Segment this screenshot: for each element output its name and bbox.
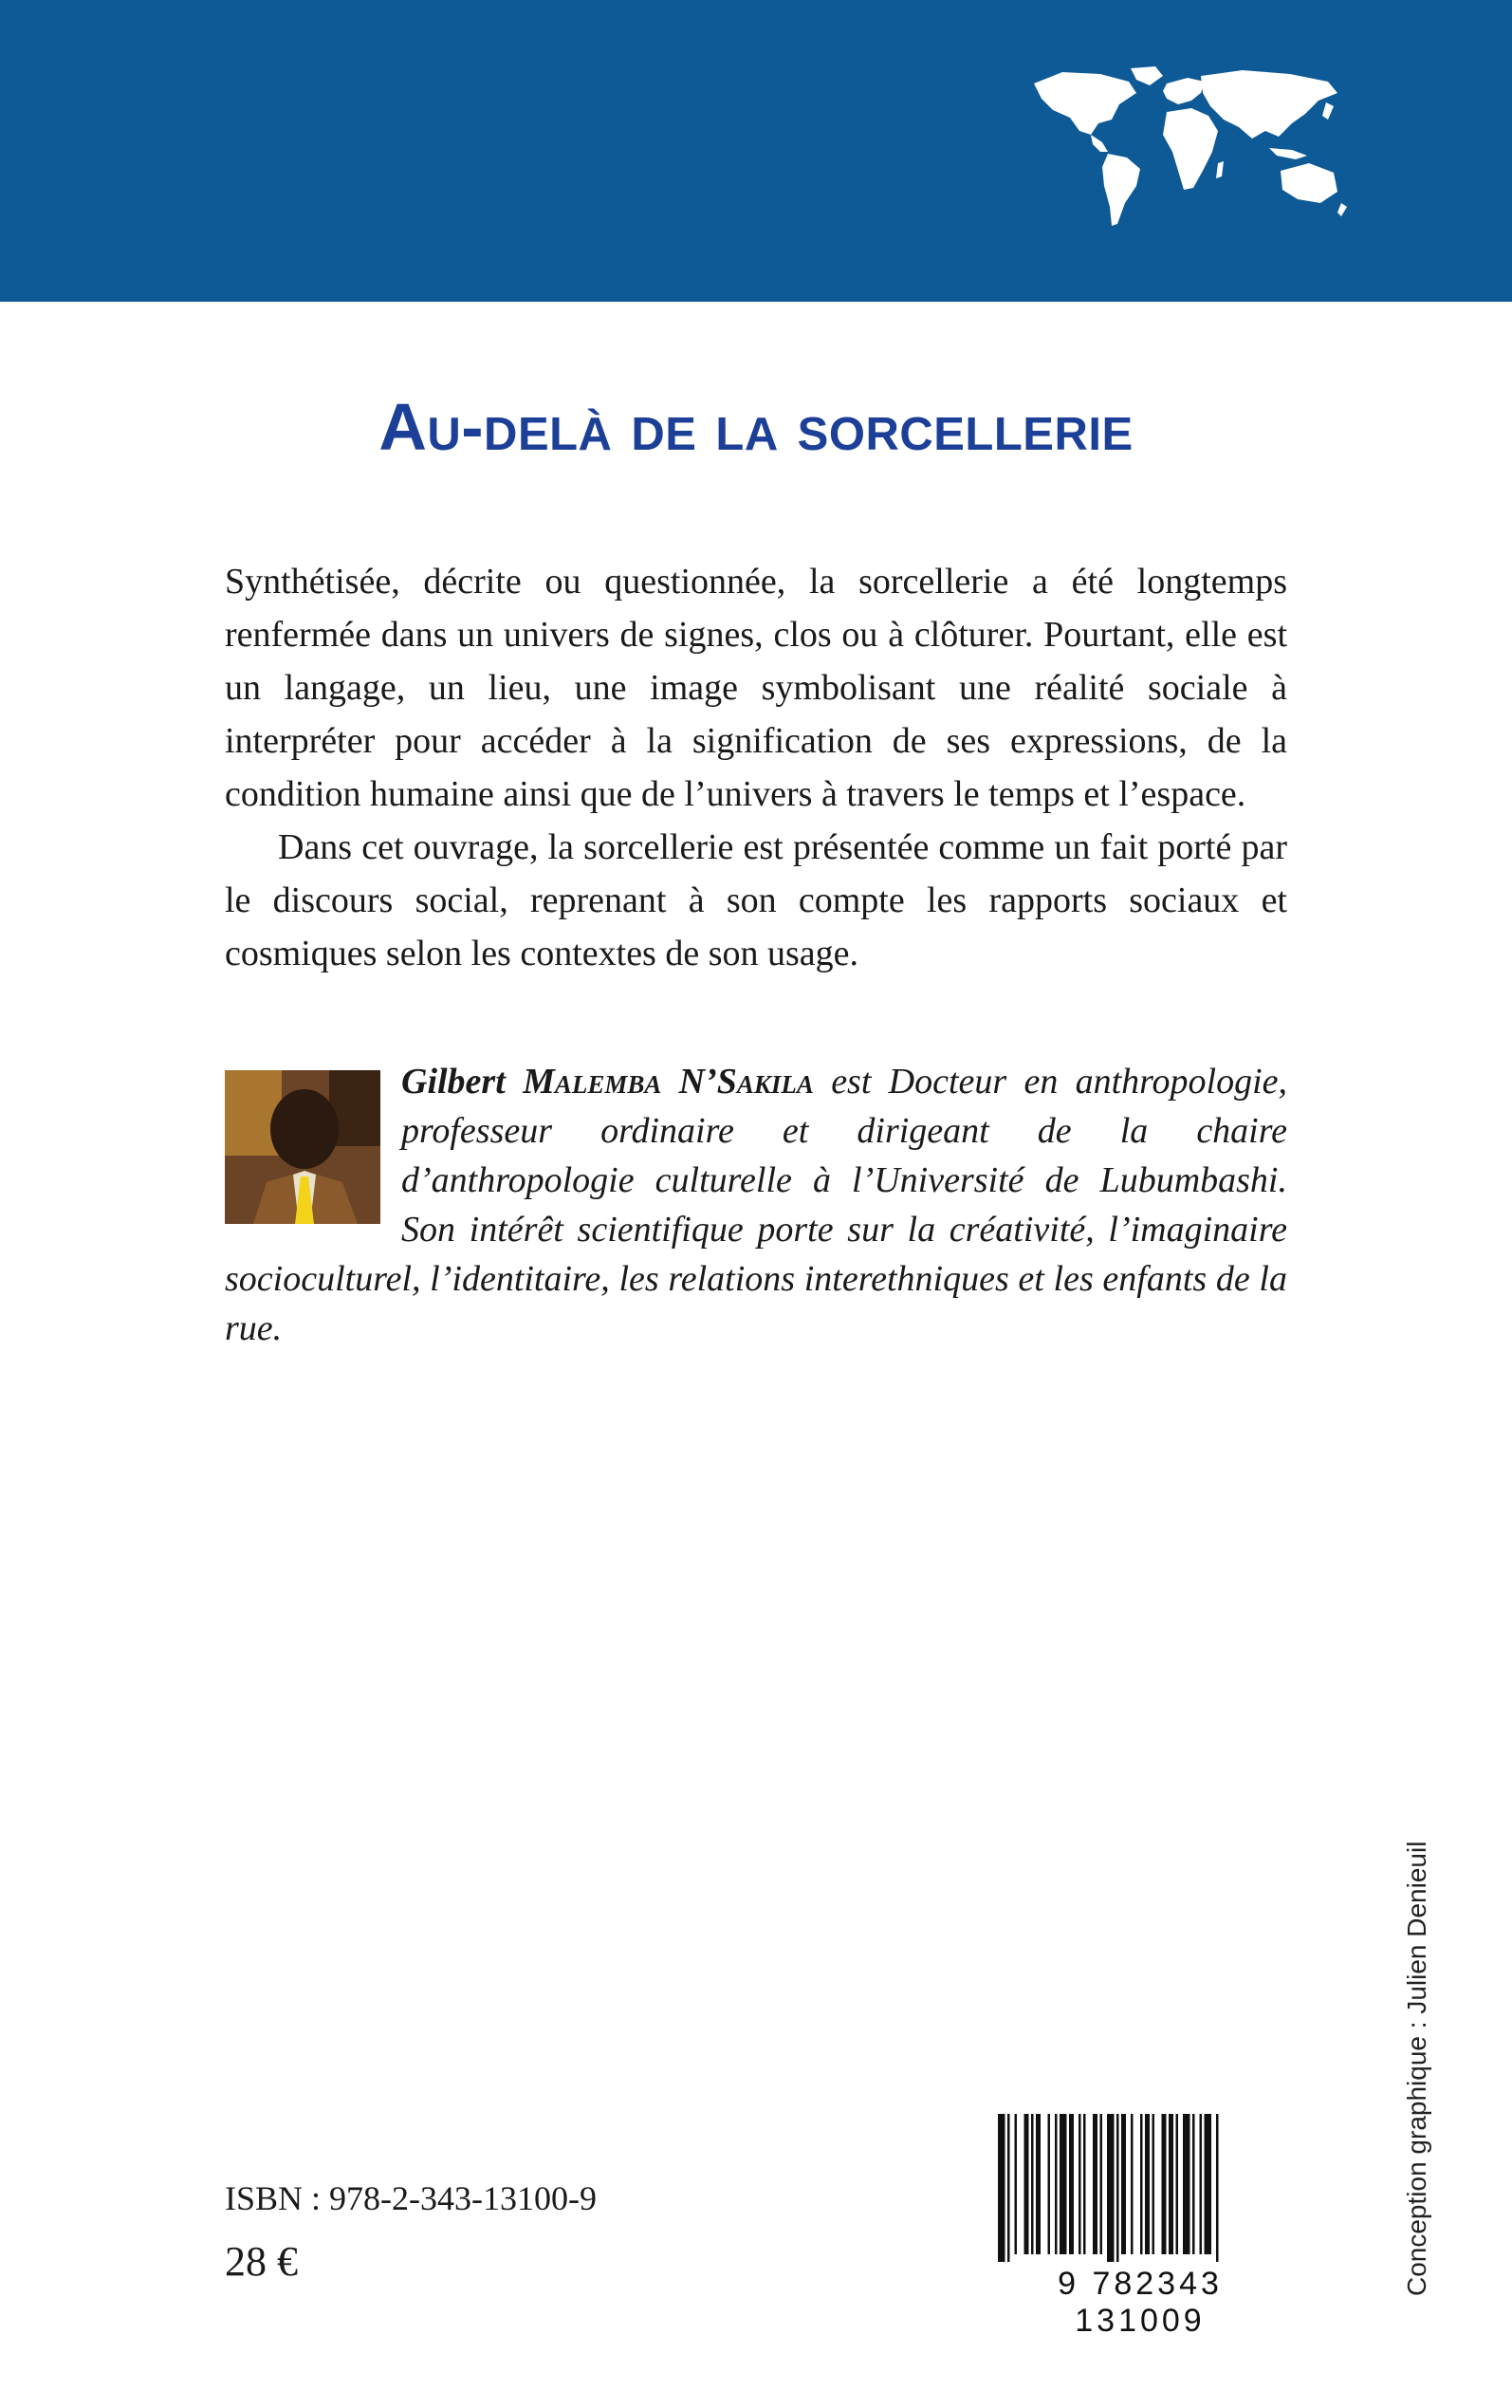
author-last-name: Malemba N’Sakila <box>523 1062 814 1102</box>
barcode-bars <box>994 2114 1286 2266</box>
book-title: Au-delà de la sorcellerie <box>378 390 1134 464</box>
barcode-digits: 9 782343 131009 <box>1058 2266 1223 2339</box>
barcode-bar <box>1205 2114 1212 2254</box>
barcode-bar <box>1069 2114 1074 2254</box>
author-bio-text: est Docteur en anthropologie, professeur ordinaire et dirigeant de la chaire d’anthropologie culturelle à l’Université de Lubumbashi. Son intérêt scientifique porte sur la créativité, l’imaginaire socioculturel, l’identitaire, les relations interethniques et les enfants de la rue. <box>225 1062 1288 1348</box>
author-first-name: Gilbert <box>401 1062 506 1102</box>
barcode-bar <box>1169 2114 1173 2254</box>
price: 28 € <box>225 2238 298 2285</box>
barcode-bar <box>1176 2114 1179 2254</box>
barcode-bar <box>1131 2114 1134 2254</box>
top-color-band <box>0 0 1512 302</box>
world-map-icon <box>1024 65 1347 235</box>
isbn: ISBN : 978-2-343-13100-9 <box>225 2179 597 2217</box>
barcode-bar <box>1036 2114 1041 2254</box>
barcode-bar <box>998 2114 1005 2262</box>
barcode-bar <box>1107 2114 1115 2262</box>
author-bio <box>225 1057 1287 1353</box>
barcode-bar <box>1183 2114 1190 2254</box>
barcode-bar <box>1216 2114 1219 2262</box>
design-credit: Conception graphique : Julien Denieuil <box>1402 1841 1431 2296</box>
barcode <box>994 2114 1286 2339</box>
barcode-bar <box>1145 2114 1150 2254</box>
blurb-paragraph: Dans cet ouvrage, la sorcellerie est présentée comme un fait porté par le discours social, reprenant à son compte les rapports sociaux et cosmiques selon les contextes de son usage. <box>225 827 1287 973</box>
barcode-bar <box>1079 2114 1081 2254</box>
barcode-bar <box>1048 2114 1051 2254</box>
barcode-bar <box>1055 2114 1058 2254</box>
barcode-bar <box>1007 2114 1010 2262</box>
barcode-bar <box>1100 2114 1103 2254</box>
barcode-bar <box>1116 2114 1119 2262</box>
blurb-paragraph: Synthétisée, décrite ou questionnée, la sorcellerie a été longtemps renfermée dans un univers de signes, clos ou à clôturer. Pourtant, elle est un langage, un lieu, une image symbolisant une réalité sociale à interpréter pour accéder à la signification de ses expressions, de la condition humaine ainsi que de l’univers à travers le temps et l’espace. <box>225 562 1287 814</box>
barcode-bar <box>1031 2114 1034 2254</box>
barcode-bar <box>1015 2114 1018 2254</box>
barcode-bar <box>1121 2114 1126 2254</box>
barcode-bar <box>1140 2114 1143 2254</box>
barcode-bar <box>1024 2114 1029 2254</box>
barcode-bar <box>1200 2114 1203 2254</box>
author-photo <box>225 1070 380 1224</box>
barcode-bar <box>1083 2114 1086 2254</box>
barcode-bar <box>1192 2114 1195 2254</box>
barcode-bar <box>1060 2114 1067 2254</box>
barcode-bar <box>1093 2114 1097 2254</box>
barcode-bar <box>1152 2114 1155 2254</box>
book-blurb <box>225 555 1287 980</box>
barcode-bar <box>1162 2114 1167 2254</box>
